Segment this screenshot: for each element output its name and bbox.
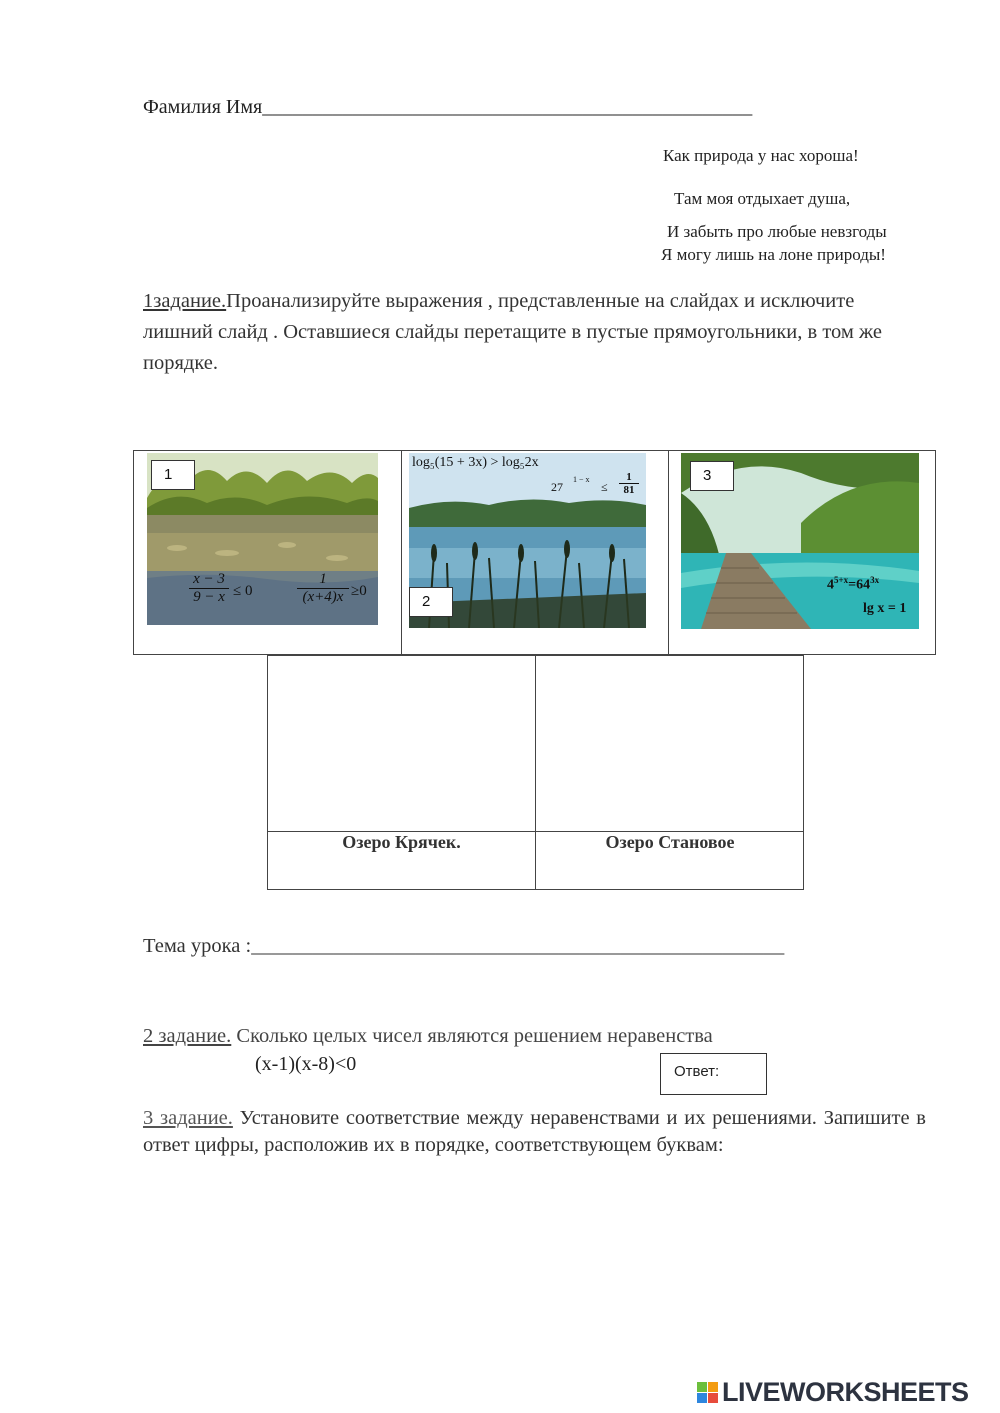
task2-label: 2 задание. — [143, 1025, 232, 1047]
slide-2-formula-b-den: 81 — [623, 484, 635, 496]
poem-line-1: Как природа у нас хороша! — [663, 146, 859, 165]
slide-3-formula-a-exp2: 3x — [870, 575, 880, 585]
slide-1-number: 1 — [151, 460, 195, 490]
task2-inequality: (x-1)(x-8)<0 — [255, 1053, 357, 1075]
lesson-theme-underline: ____________________________________________________ — [251, 935, 785, 957]
slide-1-formula-a-den: 9 − x — [193, 589, 225, 605]
slide-2-formula-b-num: 1 — [619, 471, 639, 484]
task1-body: Проанализируйте выражения , представленные на слайдах и исключите лишний слайд . Оставшиеся слайды перетащите в пустые прямоугольники, в том же порядке. — [143, 290, 882, 374]
slide-1-formula-a-rel: ≤ 0 — [233, 583, 253, 599]
drop-zone-1-caption: Озеро Крячек. — [342, 832, 461, 852]
poem-line-4: Я могу лишь на лоне природы! — [661, 245, 886, 264]
task1-text — [143, 286, 903, 379]
task3-body: Установите соответствие между неравенствами и их решениями. Запишите в ответ цифры, расположив их в порядке, соответствующем буквам: — [143, 1107, 926, 1156]
slide-3-formula-a-exp: 5+x — [834, 575, 849, 585]
slide-1-formula-b-den: (x+4)x — [302, 589, 344, 605]
name-label: Фамилия Имя — [143, 96, 263, 118]
drop-zone-table — [267, 655, 804, 890]
slide-1-formula-a-num: x − 3 — [189, 571, 229, 589]
slide-2-number: 2 — [409, 587, 453, 617]
task2-text — [143, 1025, 713, 1048]
slide-3-formula-a-mid: =64 — [848, 577, 871, 593]
slide-3-formula-b: lg x = 1 — [863, 601, 907, 616]
poem-line-2: Там моя отдыхает душа, — [674, 189, 851, 208]
task2-answer-label: Ответ: — [674, 1063, 720, 1080]
task3-text — [143, 1105, 926, 1159]
task3-label: 3 задание. — [143, 1107, 233, 1129]
slide-cell-3 — [669, 451, 935, 654]
task2-answer-input[interactable] — [660, 1053, 767, 1095]
name-field — [143, 96, 752, 119]
slide-2-formula-a: log₅(15 + 3x) > log₅2x — [412, 455, 539, 470]
lesson-theme-field[interactable] — [143, 935, 784, 958]
slide-cell-2 — [402, 451, 669, 654]
slide-1-formula-b-rel: ≥0 — [351, 583, 367, 599]
drop-zone-2[interactable] — [536, 656, 804, 889]
task1-label: 1задание. — [143, 290, 227, 312]
slide-2-formula-b-rel: ≤ — [601, 480, 608, 494]
slide-cell-1 — [134, 451, 402, 654]
poem-line-3: И забыть про любые невзгоды — [667, 222, 887, 241]
slide-2-formula-b-base: 27 — [551, 480, 563, 494]
liveworksheets-logo-text: LIVEWORKSHEETS — [722, 1377, 969, 1407]
drop-zone-1[interactable] — [268, 656, 536, 889]
slide-2-formula-b-exp: 1 − x — [573, 475, 590, 484]
drop-zone-2-caption: Озеро Становое — [605, 832, 735, 852]
slide-1-formula-b-num: 1 — [297, 571, 349, 589]
slide-3-number: 3 — [690, 461, 734, 491]
task2-body: Сколько целых чисел являются решением неравенства — [231, 1025, 713, 1047]
name-underline: _________________________________________________ — [262, 96, 753, 118]
liveworksheets-logo — [697, 1377, 969, 1408]
liveworksheets-logo-icon — [697, 1382, 719, 1404]
slides-table — [133, 450, 936, 655]
lesson-theme-label: Тема урока : — [143, 935, 252, 957]
slide-3-formula-a-base: 4 — [827, 577, 834, 593]
